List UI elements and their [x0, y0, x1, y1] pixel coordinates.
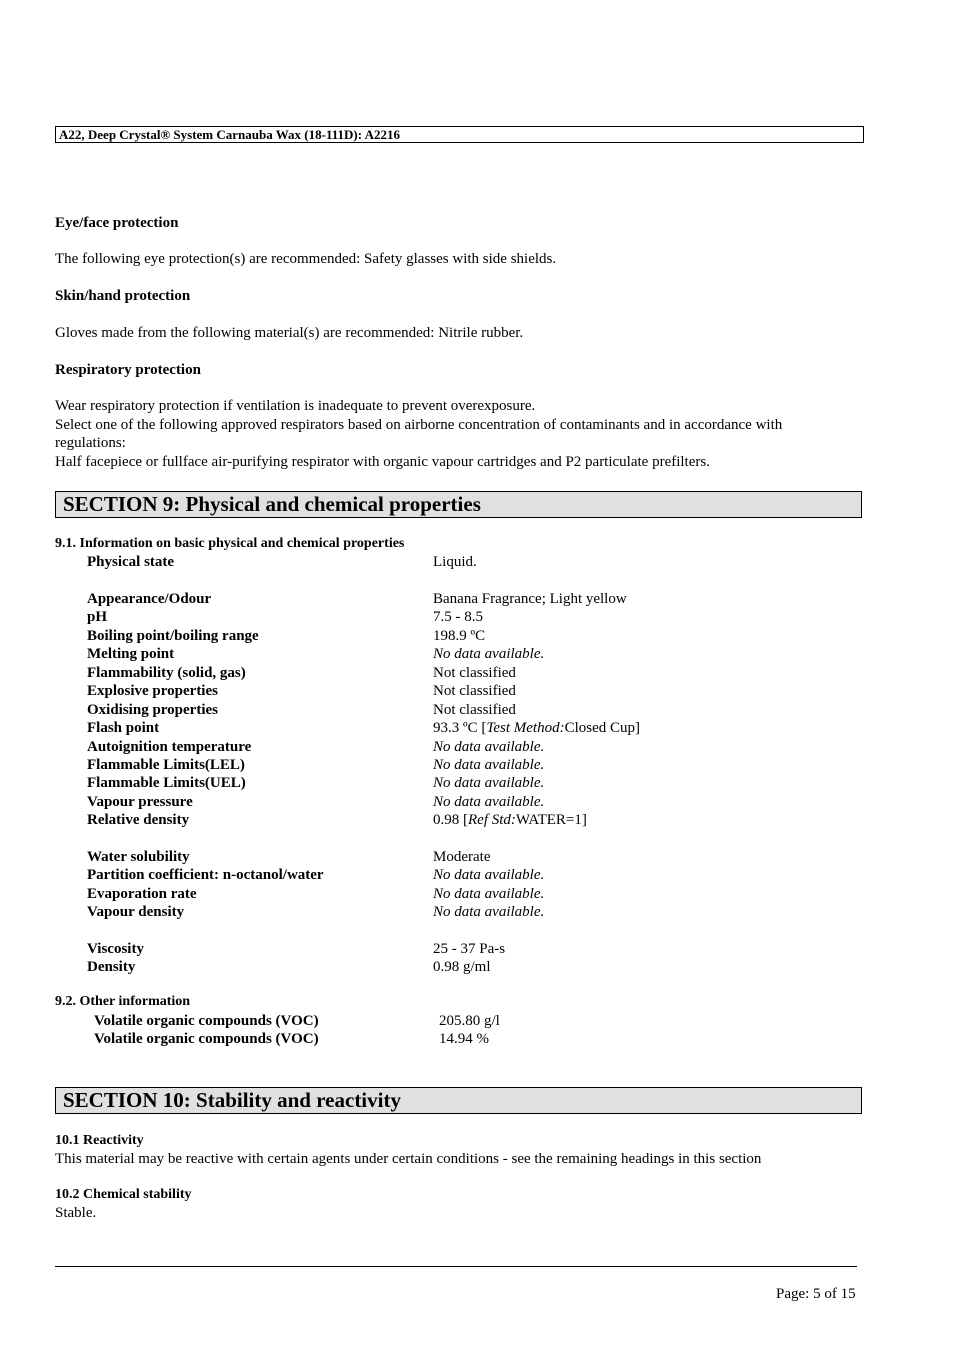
respiratory-text-line: Wear respiratory protection if ventilation is inadequate to prevent overexposure.	[55, 398, 536, 414]
other-label: Volatile organic compounds (VOC)	[94, 1031, 319, 1047]
prop-label: Vapour density	[87, 904, 185, 920]
prop-label: Flammability (solid, gas)	[87, 665, 246, 681]
prop-value: No data available.	[433, 867, 545, 883]
section-10-title: SECTION 10: Stability and reactivity	[55, 1087, 862, 1114]
prop-label: Density	[87, 959, 136, 975]
prop-label: Flammable Limits(LEL)	[87, 757, 245, 773]
prop-value: 7.5 - 8.5	[433, 609, 483, 625]
prop-value: No data available.	[433, 886, 545, 902]
prop-value: No data available.	[433, 904, 545, 920]
reactivity-heading: 10.1 Reactivity	[55, 1133, 144, 1148]
prop-label: Water solubility	[87, 849, 190, 865]
section-9-title: SECTION 9: Physical and chemical properties	[55, 491, 862, 518]
prop-label: Boiling point/boiling range	[87, 628, 259, 644]
document-header: A22, Deep Crystal® System Carnauba Wax (18-111D): A2216	[55, 126, 864, 143]
prop-value: No data available.	[433, 646, 545, 662]
prop-value: No data available.	[433, 794, 545, 810]
other-label: Volatile organic compounds (VOC)	[94, 1013, 319, 1029]
prop-value: Moderate	[433, 849, 491, 865]
prop-label: Evaporation rate	[87, 886, 197, 902]
prop-value: 25 - 37 Pa-s	[433, 941, 506, 957]
prop-value: Not classified	[433, 683, 516, 699]
eye-protection-heading: Eye/face protection	[55, 215, 179, 231]
prop-value: No data available.	[433, 775, 545, 791]
prop-value-text: WATER=1]	[515, 812, 587, 828]
prop-label: Explosive properties	[87, 683, 218, 699]
prop-label: Oxidising properties	[87, 702, 218, 718]
prop-label: Relative density	[87, 812, 190, 828]
prop-value-ref: Ref Std:	[468, 812, 516, 828]
prop-value: Not classified	[433, 665, 516, 681]
reactivity-text: This material may be reactive with certain agents under certain conditions - see the remaining headings in this section	[55, 1151, 762, 1167]
prop-value: 0.98 g/ml	[433, 959, 491, 975]
prop-label: Vapour pressure	[87, 794, 193, 810]
other-value: 14.94 %	[439, 1031, 489, 1047]
chemical-stability-heading: 10.2 Chemical stability	[55, 1187, 192, 1202]
prop-value-text: 93.3 ºC [	[433, 720, 487, 736]
respiratory-text-line: regulations:	[55, 435, 126, 451]
prop-value-text: 0.98 [	[433, 812, 468, 828]
prop-label: Flash point	[87, 720, 160, 736]
prop-value	[433, 812, 587, 829]
eye-protection-text: The following eye protection(s) are recommended: Safety glasses with side shields.	[55, 251, 557, 267]
prop-label: Flammable Limits(UEL)	[87, 775, 246, 791]
prop-label: Melting point	[87, 646, 175, 662]
skin-protection-heading: Skin/hand protection	[55, 288, 191, 304]
prop-value: Liquid.	[433, 554, 477, 570]
chemical-stability-text: Stable.	[55, 1205, 97, 1221]
prop-value: Not classified	[433, 702, 516, 718]
prop-label: Partition coefficient: n-octanol/water	[87, 867, 324, 883]
respiratory-text-line: Select one of the following approved respirators based on airborne concentration of contaminants and in accordance with	[55, 417, 783, 433]
respiratory-protection-heading: Respiratory protection	[55, 362, 201, 378]
prop-value: No data available.	[433, 757, 545, 773]
subsection-9-1-heading: 9.1. Information on basic physical and chemical properties	[55, 536, 405, 551]
prop-value: No data available.	[433, 739, 545, 755]
prop-value	[433, 720, 640, 737]
prop-label: pH	[87, 609, 108, 625]
prop-label: Appearance/Odour	[87, 591, 212, 607]
respiratory-text-line: Half facepiece or fullface air-purifying respirator with organic vapour cartridges and P2 particulate prefilters.	[55, 454, 710, 470]
page-number: Page: 5 of 15	[776, 1286, 856, 1302]
skin-protection-text: Gloves made from the following material(s) are recommended: Nitrile rubber.	[55, 325, 524, 341]
footer-divider	[55, 1266, 857, 1267]
prop-label: Autoignition temperature	[87, 739, 252, 755]
prop-value-text: Closed Cup]	[564, 720, 641, 736]
prop-label: Viscosity	[87, 941, 144, 957]
prop-value: Banana Fragrance; Light yellow	[433, 591, 627, 607]
other-value: 205.80 g/l	[439, 1013, 500, 1029]
prop-label: Physical state	[87, 554, 175, 570]
prop-value: 198.9 ºC	[433, 628, 486, 644]
prop-value-method: Test Method:	[486, 720, 565, 736]
subsection-9-2-heading: 9.2. Other information	[55, 994, 191, 1009]
